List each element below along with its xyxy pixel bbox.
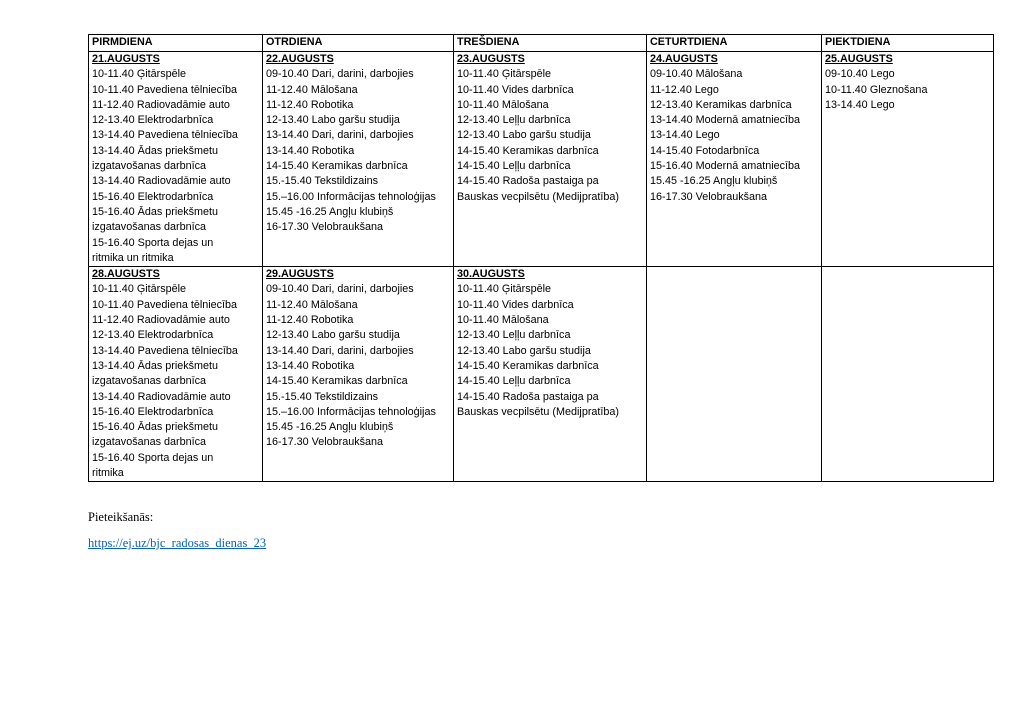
activity-entry: 11-12.40 Mālošana xyxy=(266,298,358,311)
activity-entry: 15.-15.40 Tekstildizains xyxy=(266,175,379,188)
activity-entry: 13-14.40 Robotika xyxy=(266,144,355,157)
activity-entry: 15-16.40 Elektrodarbnīca xyxy=(92,405,214,418)
week-row xyxy=(89,52,994,267)
activity-entry: 09-10.40 Dari, darini, darbojies xyxy=(266,283,414,296)
activity-entry: 13-14.40 Modernā amatniecība xyxy=(650,114,801,127)
header-wednesday: TREŠDIENA xyxy=(454,35,647,52)
day-cell xyxy=(263,52,454,267)
activity-entry: 14-15.40 Fotodarbnīca xyxy=(650,144,760,157)
activity-entry: 13-14.40 Ādas priekšmetu xyxy=(92,359,219,372)
activity-entry: 10-11.40 Ģitārspēle xyxy=(457,283,552,296)
day-date: 25.AUGUSTS xyxy=(825,53,893,65)
day-cell xyxy=(647,52,822,267)
activity-entry: 16-17.30 Velobraukšana xyxy=(650,190,768,203)
activity-entry: 15.-15.40 Tekstildizains xyxy=(266,390,379,403)
activity-entry: 11-12.40 Radiovadāmie auto xyxy=(92,98,230,111)
activity-entry: 14-15.40 Keramikas darbnīca xyxy=(266,160,408,173)
activity-entry: 14-15.40 Leļļu darbnīca xyxy=(457,375,571,388)
activity-entry: 11-12.40 Radiovadāmie auto xyxy=(92,314,230,327)
activity-entry: 10-11.40 Ģitārspēle xyxy=(457,68,552,81)
day-date: 28.AUGUSTS xyxy=(92,268,160,281)
activity-entry: 13-14.40 Pavediena tēlniecība xyxy=(92,129,238,142)
activity-entry: 10-11.40 Pavediena tēlniecība xyxy=(92,83,238,96)
activity-entry: 12-13.40 Elektrodarbnīca xyxy=(92,114,214,127)
activity-entry: 11-12.40 Robotika xyxy=(266,98,354,111)
activity-entry: 10-11.40 Mālošana xyxy=(457,98,549,111)
activity-entry: 11-12.40 Lego xyxy=(650,83,719,96)
day-cell xyxy=(89,267,263,482)
activity-entry: 13-14.40 Radiovadāmie auto xyxy=(92,175,231,188)
activity-entry: 14-15.40 Keramikas darbnīca xyxy=(266,375,408,388)
activity-entry: 12-13.40 Labo garšu studija xyxy=(457,344,591,357)
activity-entry: izgatavošanas darbnīca xyxy=(92,436,207,449)
activity-entry: 11-12.40 Robotika xyxy=(266,314,354,327)
day-date: 21.AUGUSTS xyxy=(92,53,160,65)
activity-entry: 15-16.40 Ādas priekšmetu xyxy=(92,421,219,434)
day-date: 22.AUGUSTS xyxy=(266,53,334,65)
activity-entry: 13-14.40 Pavediena tēlniecība xyxy=(92,344,238,357)
activity-entry: 10-11.40 Gleznošana xyxy=(825,83,928,96)
activity-entry: 09-10.40 Lego xyxy=(825,68,895,81)
activity-entry: 12-13.40 Labo garšu studija xyxy=(457,129,591,142)
day-cell xyxy=(263,267,454,482)
activity-entry: 10-11.40 Vides darbnīca xyxy=(457,83,574,96)
activity-entry: 10-11.40 Mālošana xyxy=(457,314,549,327)
activity-entry: 15.45 -16.25 Angļu klubiņš xyxy=(650,175,778,188)
day-date: 23.AUGUSTS xyxy=(457,53,525,65)
activity-entry: ritmika xyxy=(92,467,124,480)
day-date: 30.AUGUSTS xyxy=(457,268,525,281)
activity-entry: 15.45 -16.25 Angļu klubiņš xyxy=(266,421,394,434)
activity-entry: 12-13.40 Labo garšu studija xyxy=(266,329,400,342)
day-cell xyxy=(822,267,994,482)
activity-entry: 15.–16.00 Informācijas tehnoloģijas xyxy=(266,405,436,418)
day-cell xyxy=(454,52,647,267)
day-cell xyxy=(89,52,263,267)
activity-entry: 12-13.40 Leļļu darbnīca xyxy=(457,329,571,342)
activity-entry: 13-14.40 Lego xyxy=(825,98,895,111)
activity-entry: 14-15.40 Keramikas darbnīca xyxy=(457,359,599,372)
activity-entry: izgatavošanas darbnīca xyxy=(92,375,207,388)
activity-entry: 15.–16.00 Informācijas tehnoloģijas xyxy=(266,190,436,203)
activity-entry: 15-16.40 Elektrodarbnīca xyxy=(92,190,214,203)
header-row xyxy=(89,35,994,52)
activity-entry: 13-14.40 Dari, darini, darbojies xyxy=(266,129,414,142)
activity-entry: 13-14.40 Ādas priekšmetu xyxy=(92,144,219,157)
activity-entry: ritmika un ritmika xyxy=(92,251,174,264)
activity-entry: 13-14.40 Robotika xyxy=(266,359,355,372)
activity-entry: 12-13.40 Leļļu darbnīca xyxy=(457,114,571,127)
activity-entry: 09-10.40 Mālošana xyxy=(650,68,743,81)
activity-entry: 15-16.40 Sporta dejas un xyxy=(92,236,214,249)
activity-entry: 10-11.40 Ģitārspēle xyxy=(92,68,187,81)
header-friday: PIEKTDIENA xyxy=(822,35,994,52)
activity-entry: izgatavošanas darbnīca xyxy=(92,160,207,173)
day-date: 29.AUGUSTS xyxy=(266,268,334,281)
activity-entry: 14-15.40 Radoša pastaiga pa xyxy=(457,390,599,403)
activity-entry: 15-16.40 Sporta dejas un xyxy=(92,451,214,464)
week-row xyxy=(89,267,994,482)
activity-entry: izgatavošanas darbnīca xyxy=(92,221,207,234)
activity-entry: 12-13.40 Keramikas darbnīca xyxy=(650,98,792,111)
day-date: 24.AUGUSTS xyxy=(650,53,718,65)
activity-entry: 14-15.40 Leļļu darbnīca xyxy=(457,160,571,173)
signup-link[interactable]: https://ej.uz/bjc_radosas_dienas_23 xyxy=(88,536,267,550)
header-monday: PIRMDIENA xyxy=(89,35,263,52)
day-cell xyxy=(454,267,647,482)
header-tuesday: OTRDIENA xyxy=(263,35,454,52)
activity-entry: 10-11.40 Vides darbnīca xyxy=(457,298,574,311)
activity-entry: 16-17.30 Velobraukšana xyxy=(266,436,384,449)
activity-entry: 15-16.40 Ādas priekšmetu xyxy=(92,205,219,218)
activity-entry: 14-15.40 Radoša pastaiga pa xyxy=(457,175,599,188)
activity-entry: 15.45 -16.25 Angļu klubiņš xyxy=(266,205,394,218)
signup-label: Pieteikšanās: xyxy=(88,510,154,524)
activity-entry: 15-16.40 Modernā amatniecība xyxy=(650,160,801,173)
day-cell xyxy=(822,52,994,267)
activity-entry: 13-14.40 Radiovadāmie auto xyxy=(92,390,231,403)
activity-entry: 14-15.40 Keramikas darbnīca xyxy=(457,144,599,157)
schedule-table xyxy=(88,34,994,482)
activity-entry: 11-12.40 Mālošana xyxy=(266,83,358,96)
activity-entry: 10-11.40 Pavediena tēlniecība xyxy=(92,298,238,311)
day-cell xyxy=(647,267,822,482)
activity-entry: Bauskas vecpilsētu (Medijpratība) xyxy=(457,405,620,418)
activity-entry: 12-13.40 Labo garšu studija xyxy=(266,114,400,127)
activity-entry: 10-11.40 Ģitārspēle xyxy=(92,283,187,296)
activity-entry: 13-14.40 Dari, darini, darbojies xyxy=(266,344,414,357)
activity-entry: 09-10.40 Dari, darini, darbojies xyxy=(266,68,414,81)
activity-entry: 12-13.40 Elektrodarbnīca xyxy=(92,329,214,342)
header-thursday: CETURTDIENA xyxy=(647,35,822,52)
activity-entry: Bauskas vecpilsētu (Medijpratība) xyxy=(457,190,620,203)
activity-entry: 16-17.30 Velobraukšana xyxy=(266,221,384,234)
activity-entry: 13-14.40 Lego xyxy=(650,129,720,142)
